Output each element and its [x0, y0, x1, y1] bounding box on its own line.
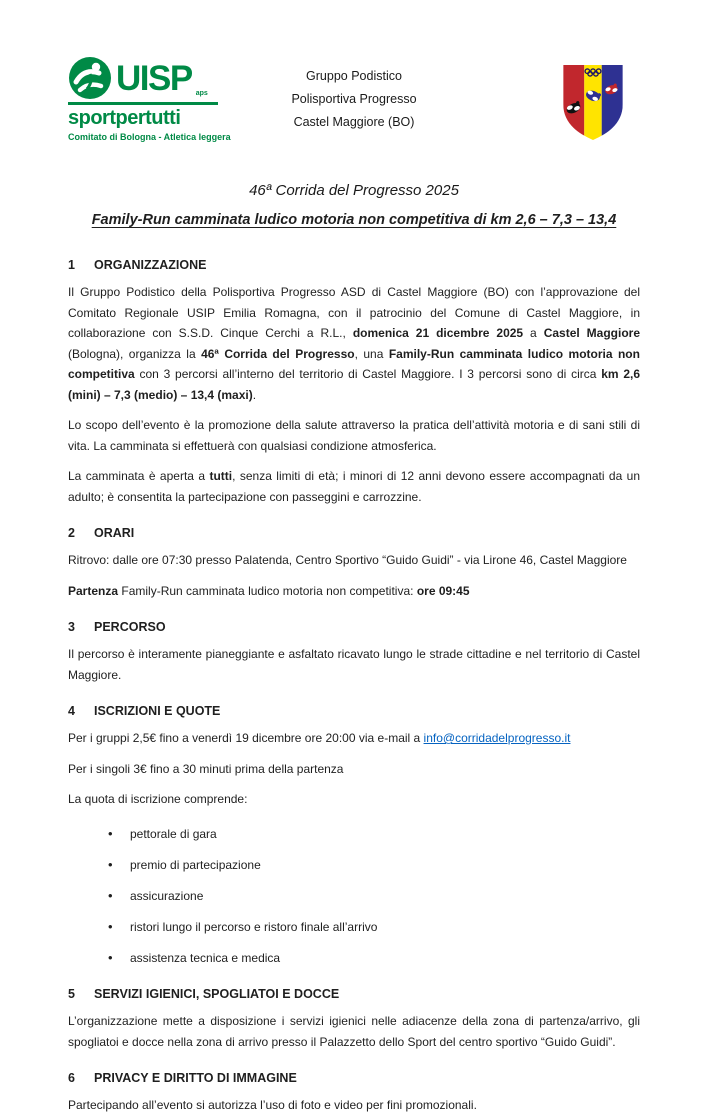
text-segment: domenica 21 dicembre 2025: [352, 326, 524, 340]
uisp-logo: [68, 56, 231, 142]
section-heading: [68, 987, 640, 1001]
uisp-tagline: sportpertutti: [68, 107, 181, 129]
paragraph: [68, 789, 640, 810]
club-crest-logo: [560, 56, 640, 146]
paragraph: [68, 1011, 640, 1052]
section-percorso: [68, 620, 640, 685]
text-segment: .: [252, 387, 257, 402]
section-title: ORGANIZZAZIONE: [94, 258, 207, 272]
email-link[interactable]: info@corridadelprogresso.it: [423, 731, 571, 745]
section-number: 1: [68, 258, 75, 272]
text-segment: tutti: [209, 469, 233, 483]
text-segment: Il Gruppo Podistico della Polisportiva Progresso ASD di Castel Maggiore (BO) con l’approvazione del Comitato Regionale USIP Emilia Romagna, con il patrocinio del Comune di Castel Maggiore, in collaborazione con S.S.D. Cinque Cerchi a R.L.,: [68, 285, 640, 340]
organizer-line-2: Polisportiva Progresso: [291, 92, 417, 106]
paragraph: [68, 415, 640, 456]
text-segment: Per i singoli 3€ fino a 30 minuti prima della partenza: [68, 761, 344, 776]
event-subtitle: Family-Run camminata ludico motoria non competitiva di km 2,6 – 7,3 – 13,4: [91, 212, 617, 228]
text-segment: Per i gruppi 2,5€ fino a venerdì 19 dicembre ore 20:00 via e-mail a: [68, 731, 424, 745]
text-segment: Partecipando all’evento si autorizza l’uso di foto e video per fini promozionali.: [68, 1098, 477, 1112]
uisp-runner-emblem-icon: [68, 56, 112, 100]
section-heading: [68, 258, 640, 272]
section-number: 4: [68, 704, 75, 718]
text-segment: ore 09:45: [416, 583, 470, 598]
list-item: • premio di partecipazione: [130, 855, 640, 876]
organizer-line-1: Gruppo Podistico: [306, 69, 402, 83]
inclusions-list: [68, 824, 640, 969]
section-heading: [68, 704, 640, 718]
list-item: • assistenza tecnica e medica: [130, 948, 640, 969]
text-segment: Lo scopo dell’evento è la promozione della salute attraverso la pratica dell’attività motoria e di sani stili di vita. La camminata si effettuerà con qualsiasi condizione atmosferica.: [68, 418, 640, 453]
section-title: SERVIZI IGIENICI, SPOGLIATOI E DOCCE: [94, 987, 340, 1001]
organizer-block: [226, 56, 482, 134]
section-title: ISCRIZIONI E QUOTE: [94, 704, 221, 718]
section-orari: [68, 526, 640, 601]
text-segment: La camminata è aperta a: [68, 469, 210, 483]
section-number: 6: [68, 1071, 75, 1085]
paragraph: [68, 759, 640, 780]
paragraph: [68, 644, 640, 685]
uisp-divider: [68, 102, 218, 105]
section-number: 5: [68, 987, 75, 1001]
text-segment: 46ª Corrida del Progresso: [201, 346, 355, 361]
organizer-line-3: Castel Maggiore (BO): [293, 115, 415, 129]
section-heading: [68, 1071, 640, 1085]
section-privacy: [68, 1071, 640, 1116]
text-segment: Il percorso è interamente pianeggiante e asfaltato ricavato lungo le strade cittadine e nel territorio di Castel Maggiore.: [68, 647, 640, 682]
list-item: • pettorale di gara: [130, 824, 640, 845]
section-servizi: [68, 987, 640, 1052]
uisp-logo-top: [68, 56, 218, 100]
paragraph: [68, 728, 640, 749]
section-iscrizioni: [68, 704, 640, 968]
paragraph: [68, 1095, 640, 1116]
paragraph: [68, 282, 640, 405]
section-number: 2: [68, 526, 75, 540]
section-organizzazione: [68, 258, 640, 507]
paragraph: [68, 550, 640, 571]
uisp-brand-suffix: aps: [195, 90, 208, 97]
paragraph: [68, 466, 640, 507]
uisp-committee-text: Comitato di Bologna - Atletica leggera: [68, 132, 231, 142]
list-item: • ristori lungo il percorso e ristoro finale all’arrivo: [130, 917, 640, 938]
event-title: 46ª Corrida del Progresso 2025: [249, 182, 459, 199]
text-segment: , senza limiti di età; i minori di 12 anni devono essere accompagnati da un adulto; è consentita la partecipazione con passeggini e carrozzine.: [68, 469, 641, 504]
document-body: [68, 258, 640, 1116]
text-segment: a: [523, 326, 544, 340]
text-segment: Partenza: [68, 583, 119, 598]
section-title: PRIVACY E DIRITTO DI IMMAGINE: [94, 1071, 297, 1085]
paragraph: [68, 581, 640, 602]
text-segment: , una: [354, 346, 389, 361]
list-item: • assicurazione: [130, 886, 640, 907]
document-header: [68, 56, 640, 146]
text-segment: con 3 percorsi all’interno del territorio di Castel Maggiore. I 3 percorsi sono di circa: [134, 367, 602, 381]
uisp-brand-text: UISP: [116, 58, 192, 98]
text-segment: La quota di iscrizione comprende:: [68, 792, 248, 806]
tricolor-shield-icon: [560, 63, 626, 141]
text-segment: km 2,6 (mini) – 7,3 (medio) – 13,4 (maxi): [68, 367, 641, 402]
text-segment: L’organizzazione mette a disposizione i servizi igienici nelle adiacenze della zona di partenza/arrivo, gli spogliatoi e docce nella zona di arrivo presso il Palazzetto dello Sport del centro sportivo “Guido Guidi”.: [68, 1014, 640, 1049]
text-segment: (Bologna), organizza la: [68, 346, 202, 361]
section-title: ORARI: [94, 526, 135, 540]
text-segment: Family-Run camminata ludico motoria non competitiva: [68, 346, 640, 381]
text-segment: Castel Maggiore: [543, 326, 640, 340]
section-number: 3: [68, 620, 75, 634]
text-segment: Ritrovo: dalle ore 07:30 presso Palatenda, Centro Sportivo “Guido Guidi” - via Lirone 46, Castel Maggiore: [68, 553, 627, 567]
section-title: PERCORSO: [94, 620, 166, 634]
section-heading: [68, 620, 640, 634]
text-segment: Family-Run camminata ludico motoria non competitiva:: [118, 583, 417, 598]
section-heading: [68, 526, 640, 540]
